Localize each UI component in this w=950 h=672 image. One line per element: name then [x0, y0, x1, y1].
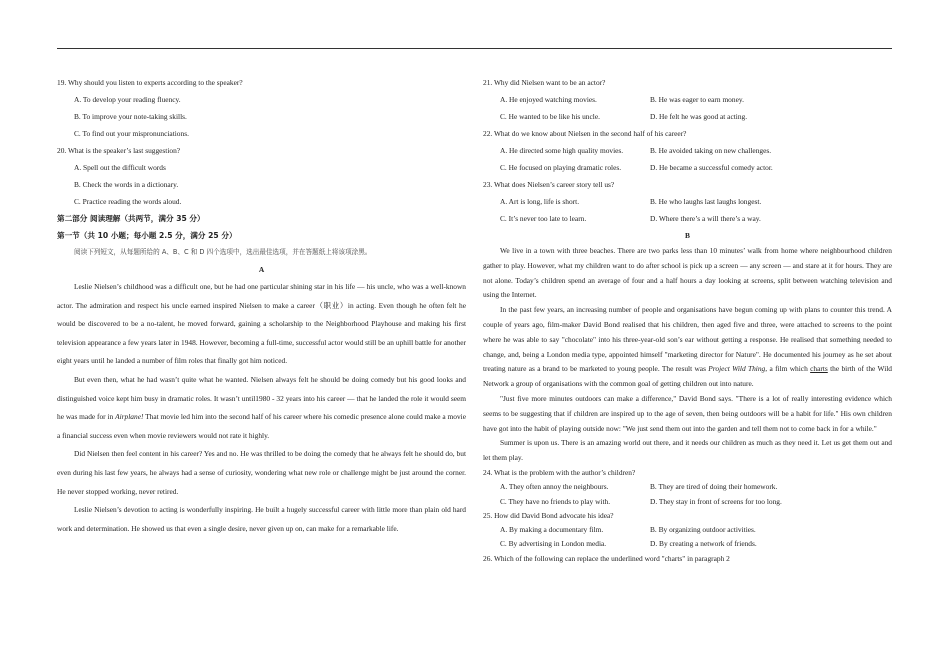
q25-option-d: D. By creating a network of friends.	[650, 539, 757, 549]
q25-options-row-2	[500, 537, 892, 551]
q24-option-a: A. They often annoy the neighbours.	[500, 482, 609, 492]
q23-option-c: C. It’s never too late to learn.	[500, 214, 587, 223]
passage-a-paragraph-3: Did Nielsen then feel content in his career? Yes and no. He was thrilled to be doing the comedy that he always felt he should do, but even during his last few years, he always had a sense of curiosity, wondering what new role or challenge might be just around the corner. He never stopped working, never retired.	[57, 449, 466, 496]
question-20: 20. What is the speaker’s last suggestion?	[57, 146, 181, 155]
passage-a-paragraph-2	[57, 371, 466, 445]
section1-heading: 第一节（共 10 小题；每小题 2.5 分，满分 25 分）	[57, 231, 237, 240]
passage-b-paragraph-1: We live in a town with three beaches. There are two parks less than 10 minutes’ walk from home where neighbourhood children gather to play. However, what my children want to do after school is pick up a screen — any screen — and stare at it for hours. They are not alone. Today’s children spend an average of four and a half hours a day looking at screens, split between watching television and using the Internet.	[483, 246, 892, 300]
q25-option-c: C. By advertising in London media.	[500, 539, 607, 549]
q20-option-c: C. Practice reading the words aloud.	[74, 197, 182, 206]
q23-option-a: A. Art is long, life is short.	[500, 197, 580, 206]
question-24: 24. What is the problem with the author’s children?	[483, 467, 636, 477]
q25-option-a: A. By making a documentary film.	[500, 525, 604, 535]
part2-heading: 第二部分 阅读理解（共两节，满分 35 分）	[57, 214, 205, 223]
q19-option-c: C. To find out your mispronunciations.	[74, 129, 189, 138]
question-23: 23. What does Nielsen’s career story tell us?	[483, 180, 615, 189]
questions-21-23	[483, 74, 892, 227]
left-column	[57, 74, 466, 538]
question-25: 25. How did David Bond advocate his idea?	[483, 510, 614, 520]
q25-options-row-1	[500, 523, 892, 537]
passage-b-label: B	[685, 231, 690, 240]
q21-option-a: A. He enjoyed watching movies.	[500, 95, 597, 104]
passage-b-paragraph-3: "Just five more minutes outdoors can make a difference," David Bond says. "There is a lot of really interesting evidence which seems to be suggesting that if children are inspired up to the age of seven, then being outdoors will be a habit for life." His own children have got into the habit of playing outside now: "We just send them out into the garden and tell them not to come back in for a while."	[483, 393, 892, 433]
passage-b-paragraph-4: Summer is upon us. There is an amazing world out there, and it needs our children as much as they need it. Let us get them out and let them play.	[483, 438, 892, 463]
b-p2-film-title: Project Wild Thing	[708, 364, 766, 374]
q24-option-c: C. They have no friends to play with.	[500, 496, 611, 506]
q22-option-a: A. He directed some high quality movies.	[500, 146, 624, 155]
q22-options-row-2	[500, 159, 892, 176]
q21-option-d: D. He felt he was good at acting.	[650, 112, 748, 121]
passage-a-label: A	[258, 265, 265, 274]
q22-options-row-1	[500, 142, 892, 159]
question-21: 21. Why did Nielsen want to be an actor?	[483, 78, 606, 87]
q21-options-row-1	[500, 91, 892, 108]
passage-b-paragraph-2	[483, 303, 892, 392]
passage-a-paragraph-4: Leslie Nielsen’s devotion to acting is wonderfully inspiring. He built a hugely successful career with little more than plain old hard work and determination. He showed us that even a single desire, never given up on, can make for a remarkable life.	[57, 505, 466, 533]
b-p2-text-2: , a film which	[765, 364, 811, 374]
q24-options-row-2	[500, 495, 892, 509]
q20-option-a: A. Spell out the difficult words	[74, 163, 166, 172]
q22-option-d: D. He became a successful comedy actor.	[650, 163, 773, 172]
q23-option-d: D. Where there’s a will there’s a way.	[650, 214, 761, 223]
q19-option-b: B. To improve your note-taking skills.	[74, 112, 187, 121]
passage-a-paragraph-1: Leslie Nielsen’s childhood was a difficult one, but he had one particular shining star in his life — his uncle, who was a well-known actor. The admiration and respect his uncle earned inspired Nielsen to make a career（职业）in acting. Even though he often felt he would be discovered to be a no-talent, he moved forward, gaining a scholarship to the Neighborhood Playhouse and making his first television appearance a few years later in 1948. However, becoming a full-time, successful actor would still be an uphill battle for another eight years until he landed a number of film roles that finally got him noticed.	[57, 282, 466, 366]
b-p2-underlined-word: charts	[810, 364, 828, 374]
reading-instructions: 阅读下列短文，从每题所给的 A、B、C 和 D 四个选项中，选出最佳选项，并在答题纸上将该项涂黑。	[74, 248, 372, 256]
a-p2-film-title: Airplane!	[115, 412, 144, 422]
question-19: 19. Why should you listen to experts according to the speaker?	[57, 78, 243, 87]
q21-option-b: B. He was eager to earn money.	[650, 95, 744, 104]
question-26: 26. Which of the following can replace the underlined word "charts" in paragraph 2	[483, 553, 730, 563]
header-rule	[57, 48, 892, 49]
q24-option-d: D. They stay in front of screens for too long.	[650, 496, 782, 506]
a-p2-text-1: But even then, what he had wasn’t quite what he wanted. Nielsen always felt he should be doing comedy but his good looks and distinguished voice kept him busy in dramatic roles. It wasn’t until1980 - 32 years into his career — that he landed the role it would seem he was made for in	[57, 374, 466, 422]
b-p2-text-3: the birth of the Wild Network a group of organisations with the common goal of getting children out into nature.	[483, 364, 892, 389]
right-column	[483, 74, 892, 566]
q21-option-c: C. He wanted to be like his uncle.	[500, 112, 600, 121]
q23-options-row-1	[500, 193, 892, 210]
q22-option-b: B. He avoided taking on new challenges.	[650, 146, 772, 155]
a-p2-text-2: That movie led him into the second half of his career where his comedic presence alone could make a movie a financial success even when movie reviewers would not rate it highly.	[57, 412, 466, 440]
q20-option-b: B. Check the words in a dictionary.	[74, 180, 179, 189]
q21-options-row-2	[500, 108, 892, 125]
q25-option-b: B. By organizing outdoor activities.	[650, 525, 756, 535]
q22-option-c: C. He focused on playing dramatic roles.	[500, 163, 622, 172]
question-22: 22. What do we know about Nielsen in the second half of his career?	[483, 129, 687, 138]
q23-option-b: B. He who laughs last laughs longest.	[650, 197, 762, 206]
b-p2-text-1: In the past few years, an increasing number of people and organisations have begun coming up with plans to counter this trend. A couple of years ago, film-maker David Bond realised that his children, then aged five and three, were attached to screens to the point where he was able to say "chocolate" into his three-year-old son’s ear without getting a response. He realised that something needed to change, and, being a London media type, appointed himself "marketing director for Nature". He documented his journey as he set about treating nature as a brand to be marketed to young people. The result was	[483, 305, 892, 374]
q23-options-row-2	[500, 210, 892, 227]
q24-option-b: B. They are tired of doing their homework.	[650, 482, 778, 492]
q24-options-row-1	[500, 480, 892, 494]
q19-option-a: A. To develop your reading fluency.	[74, 95, 181, 104]
